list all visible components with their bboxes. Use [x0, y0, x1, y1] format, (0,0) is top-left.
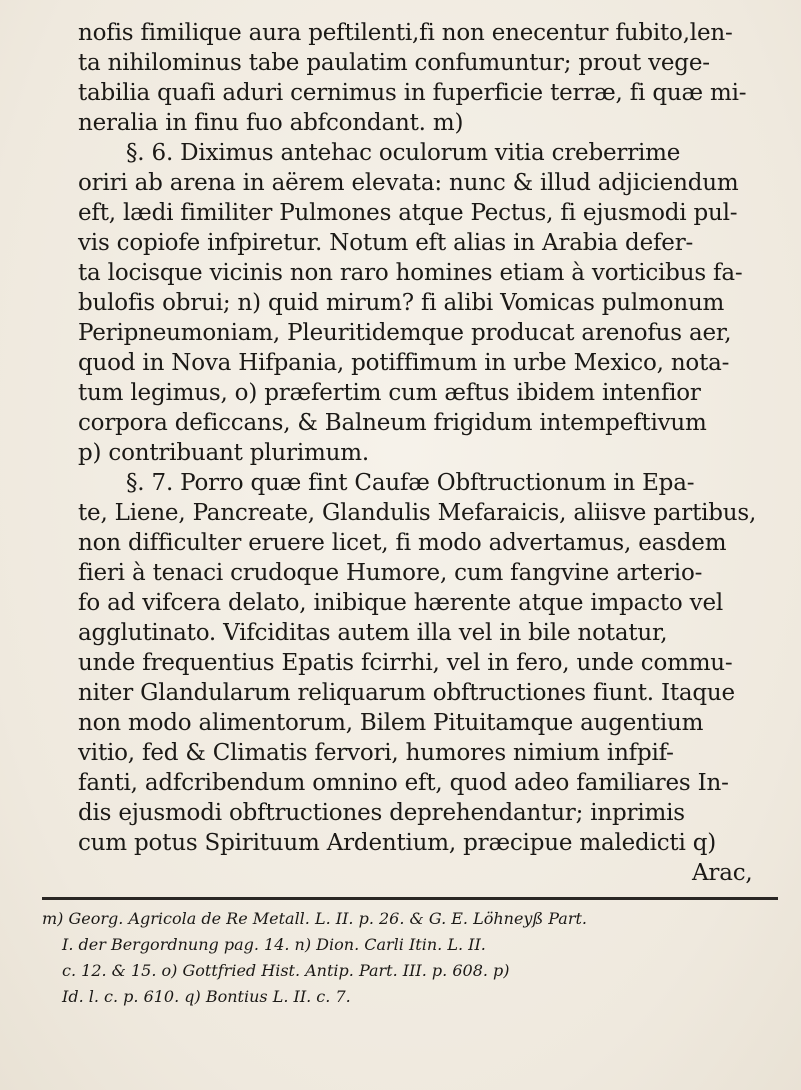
text-line: eft, lædi fimiliter Pulmones atque Pectus, fi ejusmodi pul-: [78, 200, 738, 226]
text-line: quod in Nova Hifpania, potiffimum in urbe Mexico, nota-: [78, 350, 730, 376]
text-line: fieri à tenaci crudoque Humore, cum fangvine arterio-: [78, 560, 703, 586]
footnote-line: Id. l. c. p. 610. q) Bontius L. II. c. 7.: [62, 987, 351, 1006]
text-line: nofis fimilique aura peftilenti,fi non enecentur fubito,len-: [78, 20, 733, 46]
footnote-divider: [42, 897, 778, 900]
text-line: neralia in finu fuo abfcondant. m): [78, 110, 464, 136]
footnote-line: c. 12. & 15. o) Gottfried Hist. Antip. Part. III. p. 608. p): [62, 961, 510, 980]
text-line: non difficulter eruere licet, fi modo advertamus, easdem: [78, 530, 727, 556]
text-line: Peripneumoniam, Pleuritidemque producat arenofus aer,: [78, 320, 732, 346]
text-line: corpora deficcans, & Balneum frigidum intempeftivum: [78, 410, 707, 436]
text-line: vitio, fed & Climatis fervori, humores nimium infpif-: [78, 740, 674, 766]
text-line: unde frequentius Epatis fcirrhi, vel in fero, unde commu-: [78, 650, 733, 676]
footnote-line: I. der Bergordnung pag. 14. n) Dion. Carli Itin. L. II.: [62, 935, 486, 954]
paragraph-6-start: §. 6. Diximus antehac oculorum vitia creberrime: [126, 140, 681, 166]
text-line: fanti, adfcribendum omnino eft, quod adeo familiares In-: [78, 770, 729, 796]
text-line: agglutinato. Vifciditas autem illa vel in bile notatur,: [78, 620, 668, 646]
text-line: ta locisque vicinis non raro homines etiam à vorticibus fa-: [78, 260, 743, 286]
text-line: non modo alimentorum, Bilem Pituitamque augentium: [78, 710, 704, 736]
footnote-line: m) Georg. Agricola de Re Metall. L. II. p. 26. & G. E. Löhneyß Part.: [42, 909, 587, 928]
text-line: cum potus Spirituum Ardentium, præcipue maledicti q): [78, 830, 717, 856]
text-line: p) contribuant plurimum.: [78, 440, 369, 466]
text-line: tabilia quafi aduri cernimus in fuperficie terræ, fi quæ mi-: [78, 80, 747, 106]
text-line: bulofis obrui; n) quid mirum? fi alibi Vomicas pulmonum: [78, 290, 725, 316]
text-line: dis ejusmodi obftructiones deprehendantur; inprimis: [78, 800, 685, 826]
text-line: te, Liene, Pancreate, Glandulis Mefaraicis, aliisve partibus,: [78, 500, 757, 526]
catchword: Arac,: [692, 860, 753, 886]
text-line: fo ad vifcera delato, inibique hærente atque impacto vel: [78, 590, 724, 616]
text-line: vis copiofe infpiretur. Notum eft alias in Arabia defer-: [78, 230, 694, 256]
paragraph-7-start: §. 7. Porro quæ fint Caufæ Obftructionum in Epa-: [126, 470, 695, 496]
text-line: tum legimus, o) præfertim cum æftus ibidem intenfior: [78, 380, 701, 406]
text-line: oriri ab arena in aërem elevata: nunc & illud adjiciendum: [78, 170, 739, 196]
text-line: ta nihilominus tabe paulatim confumuntur; prout vege-: [78, 50, 710, 76]
text-line: niter Glandularum reliquarum obftructiones fiunt. Itaque: [78, 680, 735, 706]
